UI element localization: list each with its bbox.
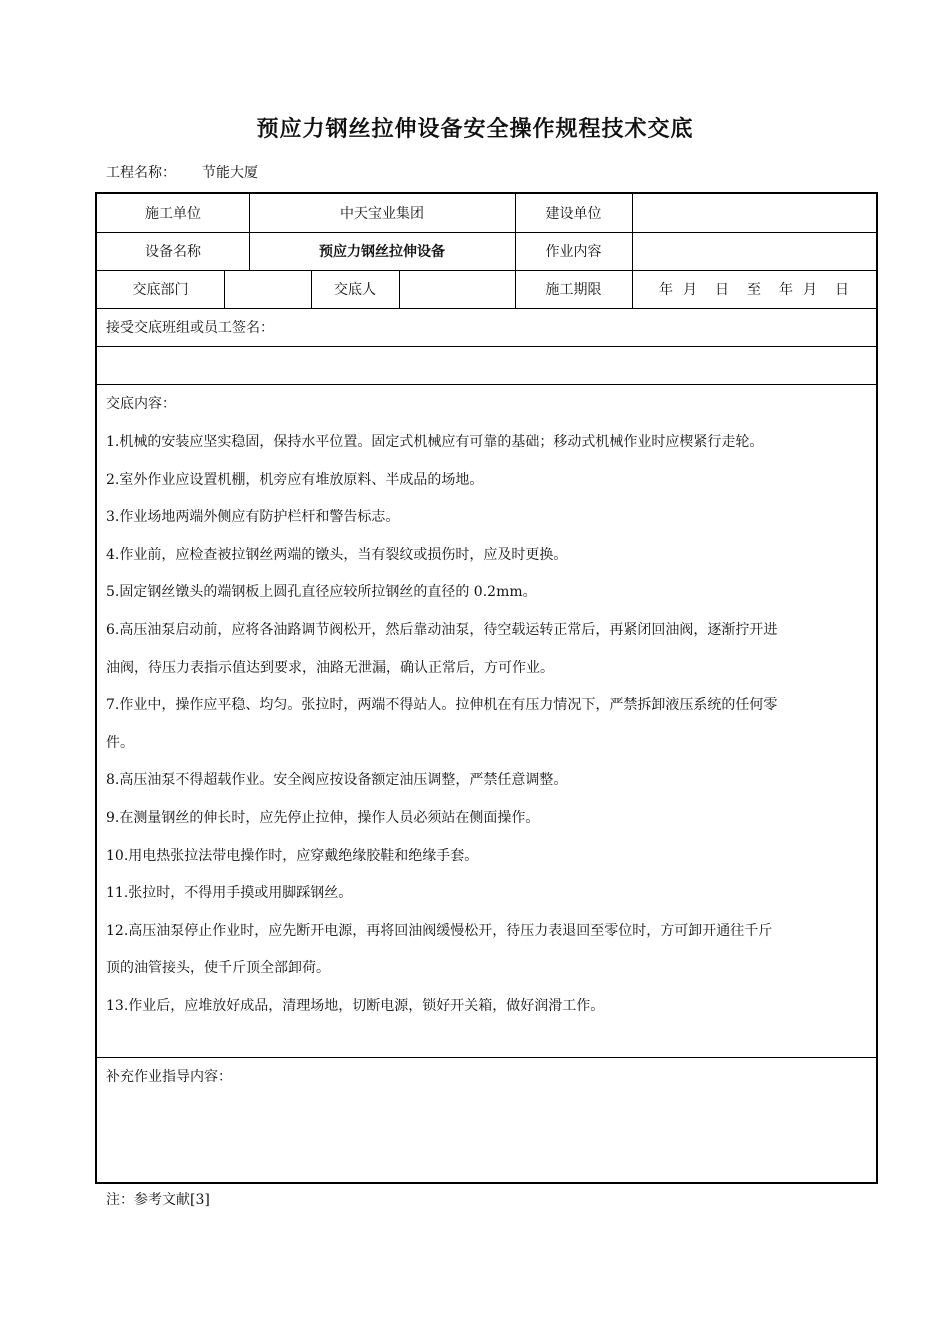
period-value: [632, 270, 876, 308]
content-line: 6.高压油泵启动前，应将各油路调节阀松开，然后靠动油泵，待空载运转正常后，再紧闭回油阀，逐渐拧开进: [106, 621, 778, 638]
period-year-start: 年: [659, 282, 673, 298]
content-list: [106, 424, 871, 1026]
project-name-label: 工程名称：: [106, 165, 176, 181]
builder-value: [632, 194, 876, 232]
construction-unit-value: 中天宝业集团: [340, 206, 424, 222]
content-line: 2.室外作业应设置机棚，机旁应有堆放原料、半成品的场地。: [106, 471, 484, 488]
equipment-value: 预应力钢丝拉伸设备: [319, 244, 445, 260]
content-line: 13.作业后，应堆放好成品，清理场地，切断电源，锁好开关箱，做好润滑工作。: [106, 997, 605, 1014]
work-content-value: [632, 232, 876, 270]
period-day-start: 日: [715, 282, 729, 298]
equipment-label: 设备名称: [145, 244, 201, 260]
document-title: 预应力钢丝拉伸设备安全操作规程技术交底: [256, 117, 694, 142]
content-line: 1.机械的安装应坚实稳固，保持水平位置。固定式机械应有可靠的基础；移动式机械作业时应楔紧行走轮。: [106, 434, 764, 450]
content-line: 顶的油管接头，使千斤顶全部卸荷。: [106, 960, 330, 977]
content-line: 油阀，待压力表指示值达到要求，油路无泄漏，确认正常后，方可作业。: [106, 659, 554, 676]
person-label: 交底人: [334, 282, 376, 298]
row-divider: [97, 1057, 876, 1058]
content-line: 4.作业前，应检查被拉钢丝两端的镦头，当有裂纹或损伤时，应及时更换。: [106, 546, 568, 563]
content-line: 8.高压油泵不得超载作业。安全阀应按设备额定油压调整，严禁任意调整。: [106, 772, 568, 789]
dept-value: [224, 270, 311, 308]
content-line: 11.张拉时，不得用手摸或用脚踩钢丝。: [106, 885, 353, 902]
content-label: 交底内容：: [106, 396, 176, 412]
period-label: 施工期限: [545, 282, 602, 298]
dept-label: 交底部门: [132, 282, 189, 298]
disclosure-table: [95, 192, 878, 1184]
period-month-start: 月: [683, 282, 697, 298]
content-line: 3.作业场地两端外侧应有防护栏杆和警告标志。: [106, 509, 400, 526]
project-name: [106, 162, 258, 182]
period-day-end: 日: [835, 282, 849, 298]
content-line: 7.作业中，操作应平稳、均匀。张拉时，两端不得站人。拉伸机在有压力情况下，严禁拆卸液压系统的任何零: [106, 697, 778, 714]
signature-area: [97, 346, 876, 384]
construction-unit-label: 施工单位: [145, 206, 201, 222]
content-line: 12.高压油泵停止作业时，应先断开电源，再将回油阀缓慢松开，待压力表退回至零位时，方可卸开通往千斤: [106, 922, 773, 939]
period-year-end: 年: [779, 282, 793, 298]
supplement-label: 补充作业指导内容：: [106, 1069, 232, 1085]
reference-note: 注：参考文献[3]: [106, 1192, 210, 1208]
signature-label: 接受交底班组或员工签名：: [106, 320, 274, 336]
content-line: 9.在测量钢丝的伸长时，应先停止拉伸，操作人员必须站在侧面操作。: [106, 809, 540, 826]
content-line: 10.用电热张拉法带电操作时，应穿戴绝缘胶鞋和绝缘手套。: [106, 847, 479, 864]
content-line: 5.固定钢丝镦头的端钢板上圆孔直径应较所拉钢丝的直径的 0.2mm。: [106, 584, 537, 601]
builder-label: 建设单位: [545, 206, 602, 222]
content-line: 件。: [106, 734, 134, 751]
period-to: 至: [747, 282, 761, 298]
person-value: [399, 270, 515, 308]
project-name-value: 节能大厦: [202, 165, 258, 181]
row-divider: [97, 384, 876, 385]
work-content-label: 作业内容: [545, 244, 602, 260]
period-month-end: 月: [803, 282, 817, 298]
